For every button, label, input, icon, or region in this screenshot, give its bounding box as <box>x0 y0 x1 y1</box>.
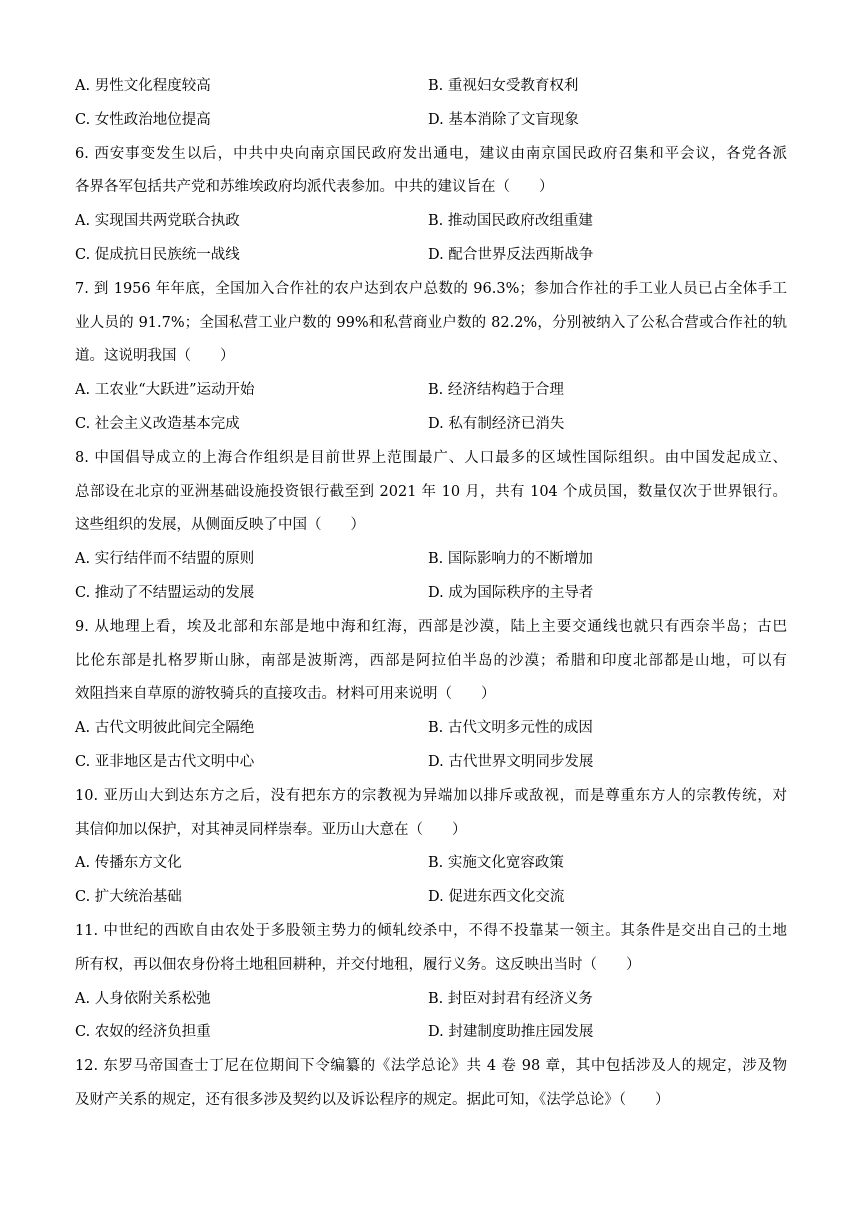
question-7-option-a: A. 工农业“大跃进”运动开始 <box>75 382 255 399</box>
question-11-options-row-2 <box>75 1016 787 1050</box>
question-10-option-a: A. 传播东方文化 <box>75 855 182 872</box>
question-6-stem-line-1: 6. 西安事变发生以后，中共中央向南京国民政府发出通电，建议由南京国民政府召集和平会议，各党各派 <box>75 145 787 162</box>
question-8 <box>75 442 787 611</box>
question-9-option-d: D. 古代世界文明同步发展 <box>428 753 594 770</box>
question-7-option-d: D. 私有制经济已消失 <box>428 415 565 432</box>
question-10-options-row-2 <box>75 881 787 915</box>
question-8-option-d: D. 成为国际秩序的主导者 <box>428 584 594 601</box>
question-9-options-row-1 <box>75 712 787 746</box>
question-12-stem-line-1: 12. 东罗马帝国查士丁尼在位期间下令编纂的《法学总论》共 4 卷 98 章，其中包括涉及人的规定，涉及物 <box>75 1058 787 1075</box>
question-9-option-c: C. 亚非地区是古代文明中心 <box>75 753 255 770</box>
question-12-stem-line-2: 及财产关系的规定，还有很多涉及契约以及诉讼程序的规定。据此可知，《法学总论》（ ） <box>75 1091 670 1108</box>
question-8-options-row-2 <box>75 577 787 611</box>
question-8-options-row-1 <box>75 543 787 577</box>
question-7 <box>75 273 787 442</box>
question-10 <box>75 780 787 915</box>
question-9-option-a: A. 古代文明彼此间完全隔绝 <box>75 720 255 737</box>
q5-options-row-2 <box>75 104 787 138</box>
question-6-options-row-2 <box>75 239 787 273</box>
question-9-option-b: B. 古代文明多元性的成因 <box>428 720 593 737</box>
question-9 <box>75 611 787 780</box>
question-6-stem-line-2: 各界各军包括共产党和苏维埃政府均派代表参加。中共的建议旨在（ ） <box>75 179 554 196</box>
question-8-option-c: C. 推动了不结盟运动的发展 <box>75 584 255 601</box>
question-10-stem-line-1: 10. 亚历山大到达东方之后，没有把东方的宗教视为异端加以排斥或敌视，而是尊重东方人的宗教传统，对 <box>75 787 787 804</box>
question-7-option-b: B. 经济结构趋于合理 <box>428 382 564 399</box>
question-11-option-d: D. 封建制度助推庄园发展 <box>428 1024 594 1041</box>
q5-option-d: D. 基本消除了文盲现象 <box>428 111 579 128</box>
question-7-option-c: C. 社会主义改造基本完成 <box>75 415 240 432</box>
question-7-stem-line-2: 业人员的 91.7%；全国私营工业户数的 99%和私营商业户数的 82.2%，分别被纳入了公私合营或合作社的轨 <box>75 314 787 331</box>
question-10-option-d: D. 促进东西文化交流 <box>428 889 565 906</box>
question-9-stem-line-1: 9. 从地理上看，埃及北部和东部是地中海和红海，西部是沙漠，陆上主要交通线也就只有西奈半岛；古巴 <box>75 618 787 635</box>
question-10-option-b: B. 实施文化宽容政策 <box>428 855 564 872</box>
question-8-stem-line-2: 总部设在北京的亚洲基础设施投资银行截至到 2021 年 10 月，共有 104 个成员国，数量仅次于世界银行。 <box>75 483 787 500</box>
q5-option-a: A. 男性文化程度较高 <box>75 78 211 94</box>
question-6-option-d: D. 配合世界反法西斯战争 <box>428 246 594 263</box>
question-11 <box>75 915 787 1050</box>
question-7-options-row-2 <box>75 408 787 442</box>
question-6-option-a: A. 实现国共两党联合执政 <box>75 213 240 230</box>
question-12 <box>75 1050 787 1118</box>
question-9-options-row-2 <box>75 746 787 780</box>
question-8-stem-line-1: 8. 中国倡导成立的上海合作组织是目前世界上范围最广、人口最多的区域性国际组织。由中国发起成立、 <box>75 449 787 466</box>
question-7-stem-line-1: 7. 到 1956 年年底，全国加入合作社的农户达到农户总数的 96.3%；参加合作社的手工业人员已占全体手工 <box>75 280 787 297</box>
question-11-option-a: A. 人身依附关系松弛 <box>75 990 211 1007</box>
question-6-option-b: B. 推动国民政府改组重建 <box>428 213 593 230</box>
question-8-option-a: A. 实行结伴而不结盟的原则 <box>75 551 255 568</box>
q5-option-c: C. 女性政治地位提高 <box>75 111 211 128</box>
question-11-option-c: C. 农奴的经济负担重 <box>75 1024 211 1041</box>
question-10-option-c: C. 扩大统治基础 <box>75 889 182 906</box>
question-6 <box>75 138 787 273</box>
exam-page <box>75 70 787 1118</box>
question-8-stem-line-3: 这些组织的发展，从侧面反映了中国（ ） <box>75 517 365 534</box>
question-9-stem-line-2: 比伦东部是扎格罗斯山脉，南部是波斯湾，西部是阿拉伯半岛的沙漠；希腊和印度北部都是山地，可以有 <box>75 652 787 669</box>
question-11-stem-line-1: 11. 中世纪的西欧自由农处于多股领主势力的倾轧绞杀中，不得不投靠某一领主。其条件是交出自己的土地 <box>75 922 787 939</box>
q5-option-b: B. 重视妇女受教育权利 <box>428 78 579 94</box>
question-9-stem-line-3: 效阻挡来自草原的游牧骑兵的直接攻击。材料可用来说明（ ） <box>75 686 496 703</box>
question-7-stem-line-3: 道。这说明我国（ ） <box>75 348 235 365</box>
question-10-stem-line-2: 其信仰加以保护，对其神灵同样崇奉。亚历山大意在（ ） <box>75 821 467 838</box>
question-11-options-row-1 <box>75 983 787 1017</box>
question-8-option-b: B. 国际影响力的不断增加 <box>428 551 593 568</box>
question-6-option-c: C. 促成抗日民族统一战线 <box>75 246 240 263</box>
question-10-options-row-1 <box>75 847 787 881</box>
question-11-stem-line-2: 所有权，再以佃农身份将土地租回耕种，并交付地租，履行义务。这反映出当时（ ） <box>75 956 641 973</box>
question-7-options-row-1 <box>75 374 787 408</box>
question-11-option-b: B. 封臣对封君有经济义务 <box>428 990 593 1007</box>
q5-options-row-1 <box>75 70 787 104</box>
question-6-options-row-1 <box>75 205 787 239</box>
